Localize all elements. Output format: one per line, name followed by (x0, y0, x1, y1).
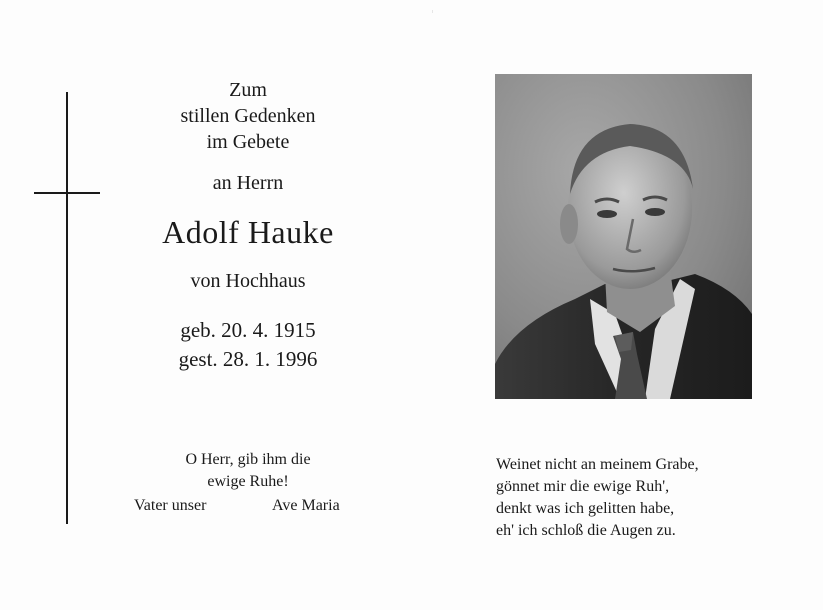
prayer-ave-maria: Ave Maria (272, 497, 340, 514)
poem-block (496, 454, 756, 542)
cross-vertical-bar (66, 92, 68, 524)
dedication-line-2: stillen Gedenken (180, 105, 316, 127)
cross-horizontal-bar (34, 192, 100, 194)
deceased-name: Adolf Hauke (162, 214, 334, 250)
poem-line-2: gönnet mir die ewige Ruh', (496, 478, 670, 495)
dedication-line-4: an Herrn (212, 172, 284, 194)
fold-mark (432, 10, 433, 13)
deceased-origin: von Hochhaus (190, 270, 306, 292)
poem-line-1: Weinet nicht an meinem Grabe, (496, 456, 699, 473)
prayer-line-2: ewige Ruhe! (207, 473, 289, 490)
portrait-photo (495, 74, 752, 399)
dedication-line-1: Zum (229, 79, 267, 101)
dedication-line-3: im Gebete (206, 131, 290, 153)
poem-line-3: denkt was ich gelitten habe, (496, 500, 675, 517)
prayer-vater-unser: Vater unser (134, 497, 207, 514)
poem-line-4: eh' ich schloß die Augen zu. (496, 522, 676, 539)
death-date: gest. 28. 1. 1996 (178, 347, 318, 371)
prayer-line-1: O Herr, gib ihm die (185, 451, 311, 468)
birth-date: geb. 20. 4. 1915 (180, 318, 316, 342)
